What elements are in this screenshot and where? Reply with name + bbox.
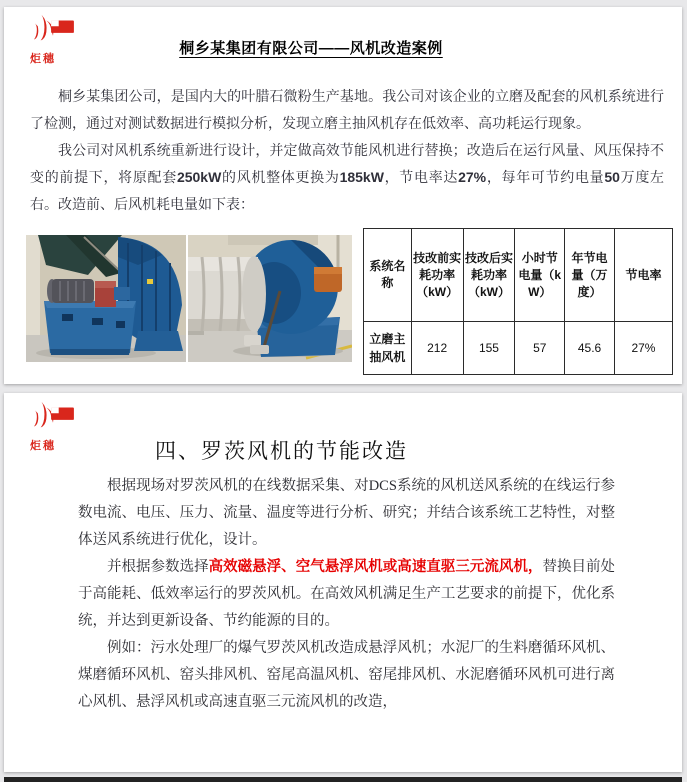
text-segment: 万度左右。改造前、后风机耗电量如下表：	[30, 169, 665, 212]
section-heading: 四、罗茨风机的节能改造	[155, 439, 408, 463]
text-segment: 27%	[458, 169, 487, 185]
consumption-table	[363, 228, 673, 375]
text-segment: 185kW	[339, 169, 384, 185]
text-segment: 的风机整体更换为	[221, 169, 340, 185]
paragraph	[30, 83, 664, 137]
page1-body-text	[30, 83, 664, 218]
text-segment: 并根据参数选择	[107, 559, 209, 575]
cell-power-before: 212	[411, 322, 463, 375]
fan-photo-left	[26, 235, 186, 362]
logo-flame-icon	[30, 399, 76, 437]
text-segment: ，节电率达	[383, 169, 459, 185]
page-title-text: 桐乡某集团有限公司——风机改造案例	[179, 40, 443, 57]
page-title	[4, 37, 682, 58]
paragraph	[78, 554, 615, 635]
fan-photo-right	[188, 235, 352, 362]
paragraph	[78, 473, 615, 554]
col-header-annual-saving: 年节电量（万度）	[565, 229, 615, 322]
cell-system-name: 立磨主抽风机	[364, 322, 412, 375]
text-segment: 例如：污水处理厂的爆气罗茨风机改造成悬浮风机；水泥厂的生料磨循环风机、煤磨循环风机、窑头排风机、窑尾高温风机、窑尾排风机、水泥磨循环风机可进行离心风机、悬浮风机或高速直驱三元流风机的改造，	[78, 640, 615, 710]
paragraph	[30, 137, 664, 218]
cell-saving-rate: 27%	[614, 322, 672, 375]
fan-photo-right-image	[188, 235, 352, 362]
col-header-hourly-saving: 小时节电量（kW）	[515, 229, 565, 322]
cell-annual-saving: 45.6	[565, 322, 615, 375]
col-header-system-name: 系统名称	[364, 229, 412, 322]
logo-text: 炬穗	[30, 53, 56, 65]
paragraph	[78, 635, 615, 716]
text-segment: 250kW	[176, 169, 222, 185]
logo-text: 炬穗	[30, 440, 56, 452]
page2-body-text	[78, 473, 615, 716]
cell-hourly-saving: 57	[515, 322, 565, 375]
col-header-power-after: 技改后实耗功率（kW）	[463, 229, 515, 322]
document-page-2	[4, 393, 682, 772]
next-page-edge	[4, 777, 682, 782]
fan-photo-left-image	[26, 235, 186, 362]
text-segment: 我公司对风机系统重新进行设计，并定做高效节能风机进行替换；改造后在运行风量、风压保持不变的前提下，将原配套	[30, 142, 664, 185]
highlighted-text-segment: 高效磁悬浮、空气悬浮风机或高速直驱三元流风机，	[208, 559, 543, 575]
col-header-power-before: 技改前实耗功率（kW）	[411, 229, 463, 322]
consumption-table-wrap	[363, 228, 673, 375]
company-logo	[30, 399, 90, 453]
text-segment: 替换目前处于高能耗、低效率运行的罗茨风机。在高效风机满足生产工艺要求的前提下，优化系统，并达到更新设备、节约能源的目的。	[78, 559, 616, 629]
document-page-1	[4, 7, 682, 384]
col-header-saving-rate: 节电率	[614, 229, 672, 322]
table-header-row	[364, 229, 673, 322]
table-data-row	[364, 322, 673, 375]
text-segment: 50	[604, 169, 620, 185]
text-segment: 桐乡某集团公司，是国内大的叶腊石微粉生产基地。我公司对该企业的立磨及配套的风机系统进行了检测，通过对测试数据进行模拟分析，发现立磨主抽风机存在低效率、高功耗运行现象。	[30, 88, 664, 131]
text-segment: ，每年可节约电量	[486, 169, 605, 185]
cell-power-after: 155	[463, 322, 515, 375]
text-segment: 根据现场对罗茨风机的在线数据采集、对DCS系统的风机送风系统的在线运行参数电流、电压、压力、流量、温度等进行分析、研究；并结合该系统工艺特性，对整体送风系统进行优化，设计。	[78, 478, 615, 548]
